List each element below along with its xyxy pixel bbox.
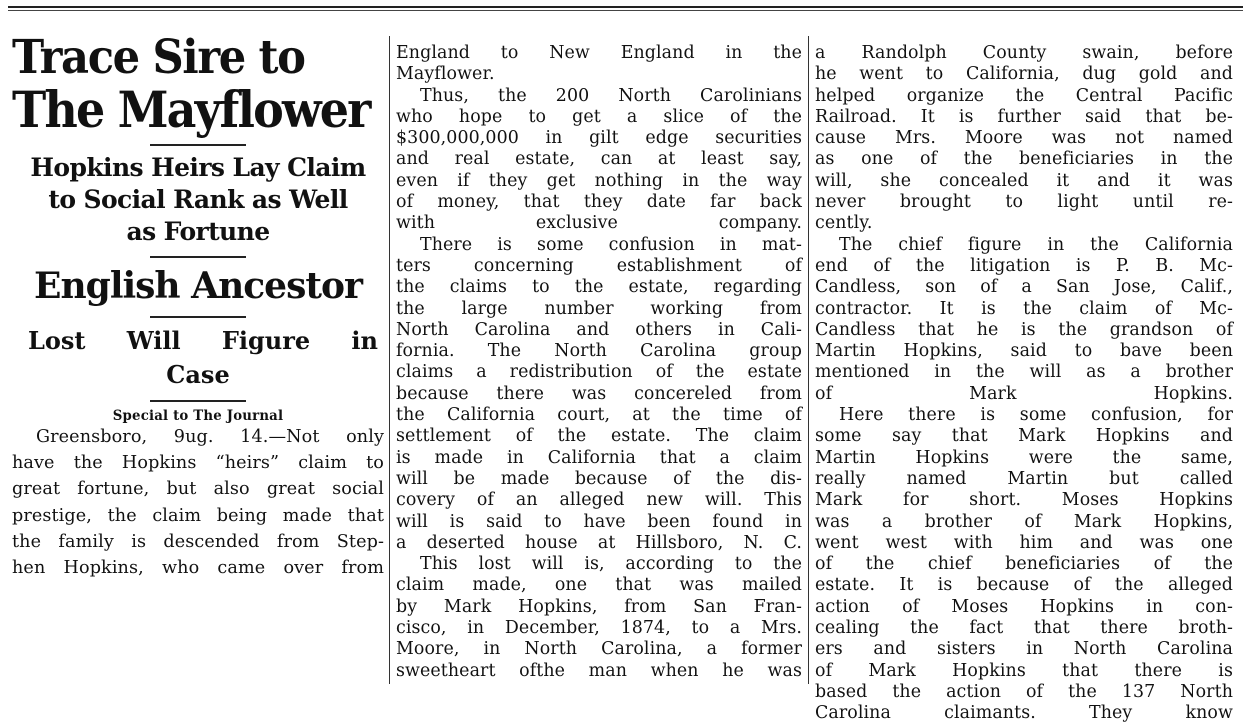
text-line: and real estate, can at least say, — [396, 149, 802, 170]
text-line: some say that Mark Hopkins and — [815, 426, 1233, 447]
tertiary-heading — [12, 324, 384, 392]
text-line: will be made because of the dis- — [396, 468, 802, 489]
text-line: claims a redistribution of the estate — [396, 362, 802, 383]
text-line: contractor. It is the claim of Mc- — [815, 298, 1233, 319]
text-line: because there was concereled from — [396, 383, 802, 404]
body-text — [815, 43, 1233, 725]
text-line: cause Mrs. Moore was not named — [815, 128, 1233, 149]
divider-dash — [150, 400, 246, 402]
text-line: the large number working from — [396, 298, 802, 319]
text-line: Thus, the 200 North Carolinians — [420, 85, 802, 106]
heading-word: Case — [166, 360, 230, 389]
text-line: England to New England in the — [396, 43, 802, 63]
column-divider — [808, 36, 809, 684]
text-line: fornia. The North Carolina group — [396, 341, 802, 362]
top-rule — [8, 6, 1243, 12]
heading-word: Figure — [221, 326, 311, 355]
text-line: the family is descended from Step- — [12, 531, 384, 552]
subheadline-line: as Fortune — [126, 217, 270, 246]
text-line: Railroad. It is further said that be- — [815, 106, 1233, 127]
text-line: This lost will is, according to the — [420, 554, 802, 575]
text-line: prestige, the claim being made that — [12, 505, 384, 526]
heading-word: Lost — [28, 326, 86, 355]
text-line: ers and sisters in North Carolina — [815, 639, 1233, 660]
subheadline-line: Hopkins Heirs Lay Claim — [30, 153, 366, 182]
text-line: covery of an alleged new will. This — [396, 490, 802, 511]
column-divider — [389, 36, 390, 684]
text-line: Mayflower. — [396, 64, 495, 85]
column-2 — [396, 16, 802, 684]
text-line: a deserted house at Hillsboro, N. C. — [396, 532, 802, 553]
divider-dash — [150, 256, 246, 258]
text-line: went west with him and was one — [815, 532, 1233, 553]
byline-credit: Special to The Journal — [112, 408, 284, 424]
column-1 — [12, 16, 384, 684]
text-line: by Mark Hopkins, from San Fran- — [396, 596, 802, 617]
text-line: settlement of the estate. The claim — [396, 426, 802, 447]
heading-word: Will — [126, 326, 181, 355]
text-line: really named Martin but called — [815, 468, 1233, 489]
text-line: of the chief beneficiaries of the — [815, 554, 1233, 575]
text-line: who hope to get a slice of the — [396, 106, 802, 127]
text-line: have the Hopkins “heirs” claim to — [12, 453, 384, 474]
text-line: the California court, at the time of — [396, 405, 802, 426]
text-line: end of the litigation is P. B. Mc- — [815, 255, 1233, 276]
text-line: Moore, in North Carolina, a former — [396, 639, 802, 660]
text-line: as one of the beneficiaries in the — [815, 149, 1233, 170]
text-line: action of Moses Hopkins in con- — [815, 596, 1233, 617]
section-heading: English Ancestor — [34, 265, 362, 307]
text-line: There is some confusion in mat- — [420, 234, 802, 255]
text-line: Mark for short. Moses Hopkins — [815, 490, 1233, 511]
text-line: great fortune, but also great social — [12, 479, 384, 500]
text-line: Candless, son of a San Jose, Calif., — [815, 277, 1233, 298]
text-line: The chief figure in the California — [839, 234, 1233, 255]
divider-dash — [150, 144, 246, 146]
text-line: Martin Hopkins, said to bave been — [815, 341, 1233, 362]
text-line: estate. It is because of the alleged — [815, 575, 1233, 596]
text-line: helped organize the Central Pacific — [815, 85, 1233, 106]
headline-line-2: The Mayflower — [12, 80, 370, 139]
text-line: will, she concealed it and it was — [815, 170, 1233, 191]
text-line: never brought to light until re- — [815, 192, 1233, 213]
text-line: cently. — [815, 213, 873, 234]
text-line: cisco, in December, 1874, to a Mrs. — [396, 618, 802, 639]
text-line: based the action of the 137 North — [815, 681, 1233, 702]
text-line: a Randolph County swain, before — [815, 43, 1233, 63]
text-line: will is said to have been found in — [396, 511, 802, 532]
text-line: with exclusive company. — [396, 213, 802, 234]
text-line: mentioned in the will as a brother — [815, 362, 1233, 383]
divider-dash — [150, 316, 246, 318]
heading-word: in — [351, 326, 378, 355]
text-line: Martin Hopkins were the same, — [815, 447, 1233, 468]
column-3 — [815, 16, 1233, 724]
text-line: Carolina claimants. They know — [815, 703, 1233, 724]
headline-line-1: Trace Sire to — [12, 30, 305, 85]
text-line: was a brother of Mark Hopkins, — [815, 511, 1233, 532]
text-line: of money, that they date far back — [396, 192, 802, 213]
text-line: ters concerning establishment of — [396, 255, 802, 276]
text-line: even if they get nothing in the way — [396, 170, 802, 191]
text-line: is made in California that a claim — [396, 447, 802, 468]
text-line: Greensboro, 9ug. 14.—Not only — [36, 427, 384, 447]
text-line: of Mark Hopkins that there is — [815, 660, 1233, 681]
text-line: hen Hopkins, who came over from — [12, 558, 384, 579]
text-line: North Carolina and others in Cali- — [396, 319, 802, 340]
headline — [12, 30, 370, 139]
text-line: cealing the fact that there broth- — [815, 618, 1233, 639]
subheadline — [12, 152, 384, 248]
text-line: Here there is some confusion, for — [839, 405, 1233, 426]
body-text — [12, 424, 384, 581]
text-line: he went to California, dug gold and — [815, 64, 1233, 85]
text-line: claim made, one that was mailed — [396, 575, 802, 596]
text-line: of Mark Hopkins. — [815, 383, 1233, 404]
text-line: Candless that he is the grandson of — [815, 319, 1233, 340]
subheadline-line: to Social Rank as Well — [48, 185, 348, 214]
text-line: the claims to the estate, regarding — [396, 277, 802, 298]
body-text — [396, 43, 802, 682]
text-line: $300,000,000 in gilt edge securities — [396, 128, 802, 149]
text-line: sweetheart ofthe man when he was — [396, 660, 802, 681]
